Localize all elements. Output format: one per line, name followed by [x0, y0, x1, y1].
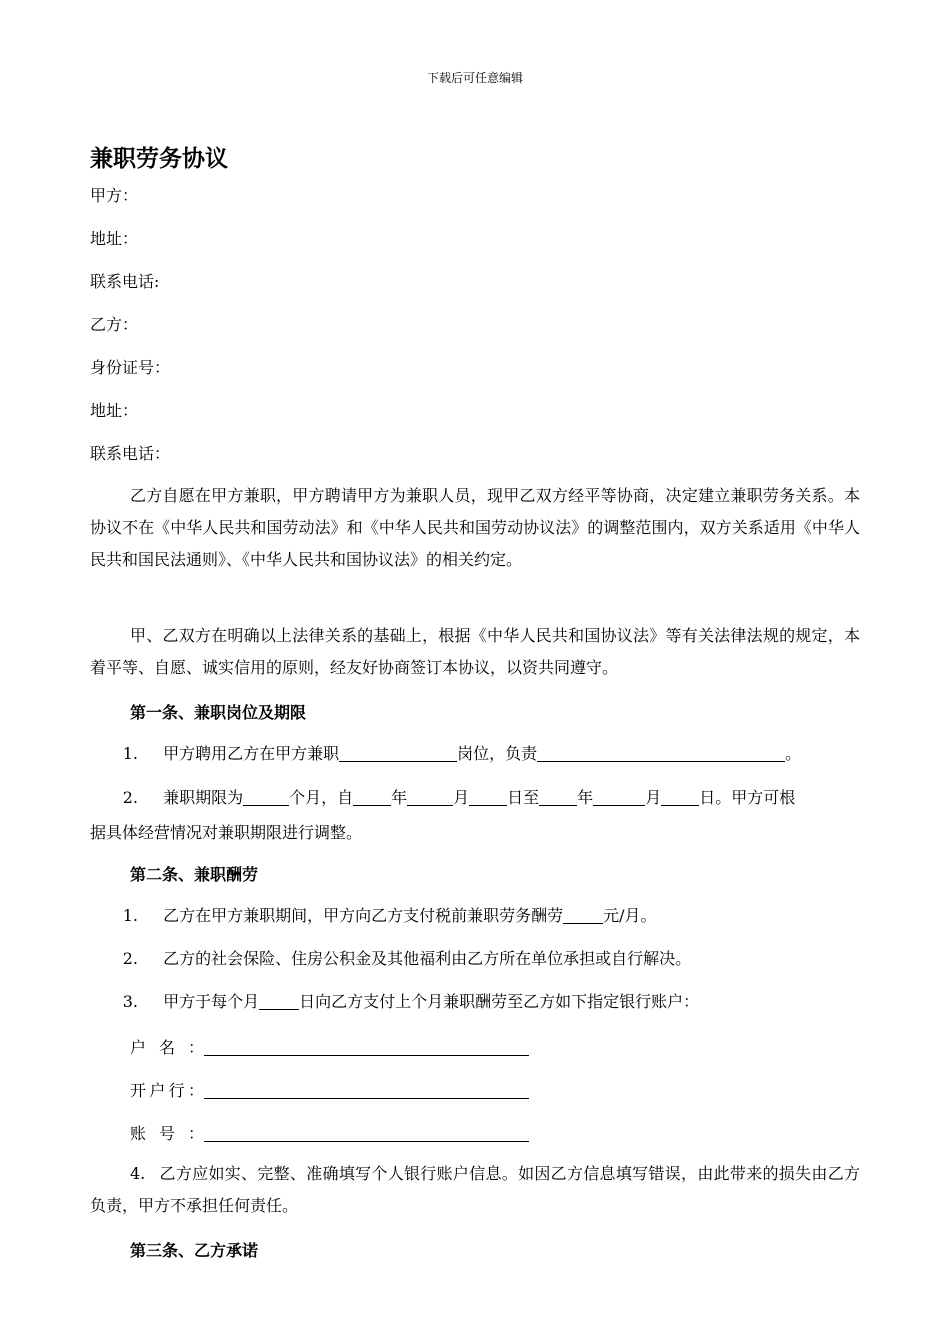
account-holder-label: 户名：	[130, 1038, 204, 1057]
blank-line	[537, 743, 785, 762]
item-text: 月	[645, 788, 662, 807]
party-a-label: 甲方：	[90, 186, 139, 205]
item-text: 。	[785, 744, 802, 763]
item-text: 元/月。	[603, 906, 657, 925]
intro-paragraph-1: 乙方自愿在甲方兼职，甲方聘请甲方为兼职人员，现甲乙双方经平等协商，决定建立兼职劳务关系。本协议不在《中华人民共和国劳动法》和《中华人民共和国劳动协议法》的调整范围内，双方关系适用《中华人民共和国民法通则》、《中华人民共和国协议法》的相关约定。	[90, 486, 860, 569]
blank-line	[407, 787, 453, 806]
party-a-address-label: 地址：	[90, 229, 139, 248]
blank-line	[593, 787, 645, 806]
item-text: 个月，自	[289, 788, 354, 807]
blank-line	[339, 743, 457, 762]
item-text: 年	[577, 788, 594, 807]
bank-name-blank	[204, 1080, 529, 1099]
account-holder-blank	[204, 1037, 529, 1056]
article-2-item-2	[90, 943, 860, 975]
item-text: 乙方的社会保险、住房公积金及其他福利由乙方所在单位承担或自行解决。	[163, 949, 692, 968]
item-text: 月	[453, 788, 470, 807]
item-text: 日向乙方支付上个月兼职酬劳至乙方如下指定银行账户：	[299, 992, 700, 1011]
article-2-item-4	[90, 1158, 860, 1222]
item-number: 2.	[122, 949, 138, 968]
article-2-item-3	[90, 986, 860, 1018]
blank-line	[353, 787, 391, 806]
item-text: 乙方应如实、完整、准确填写个人银行账户信息。如因乙方信息填写错误，由此带来的损失由乙方负责，甲方不承担任何责任。	[90, 1164, 860, 1215]
item-text: 兼职期限为	[163, 788, 244, 807]
item-text: 年	[391, 788, 408, 807]
account-number-label: 账号：	[130, 1124, 204, 1143]
account-number-blank	[204, 1123, 529, 1142]
party-b-phone-label: 联系电话：	[90, 444, 171, 463]
party-b-label: 乙方：	[90, 315, 139, 334]
blank-line	[243, 787, 289, 806]
blank-line	[539, 787, 577, 806]
party-b-address-label: 地址：	[90, 401, 139, 420]
item-text: 乙方在甲方兼职期间，甲方向乙方支付税前兼职劳务酬劳	[163, 906, 564, 925]
item-number: 3.	[122, 992, 138, 1011]
bank-name-row	[130, 1078, 529, 1101]
document-title: 兼职劳务协议	[90, 146, 228, 172]
item-text: 日至	[507, 788, 540, 807]
intro-paragraph-2: 甲、乙双方在明确以上法律关系的基础上，根据《中华人民共和国协议法》等有关法律法规的规定，本着平等、自愿、诚实信用的原则，经友好协商签订本协议，以资共同遵守。	[90, 626, 860, 677]
article-1-heading: 第一条、兼职岗位及期限	[130, 703, 307, 722]
article-1-item-2	[90, 782, 860, 814]
item-text: 甲方于每个月	[163, 992, 260, 1011]
article-2-heading: 第二条、兼职酬劳	[130, 865, 259, 884]
blank-line	[661, 787, 699, 806]
article-2-item-1	[90, 900, 860, 932]
article-3-heading: 第三条、乙方承诺	[130, 1241, 259, 1260]
item-number: 1.	[122, 744, 138, 763]
item-text: 岗位，负责	[457, 744, 538, 763]
account-holder-row	[130, 1035, 529, 1058]
item-number: 1.	[122, 906, 138, 925]
page-header: 下载后可任意编辑	[426, 71, 523, 85]
item-number: 2.	[122, 788, 138, 807]
article-1-item-2-continuation: 据具体经营情况对兼职期限进行调整。	[90, 823, 363, 842]
item-number: 4.	[130, 1164, 146, 1183]
item-text: 日。甲方可根	[699, 788, 796, 807]
article-1-item-1	[90, 738, 860, 770]
blank-line	[469, 787, 507, 806]
blank-line	[259, 991, 299, 1010]
bank-name-label: 开户行：	[130, 1081, 204, 1100]
blank-line	[563, 905, 603, 924]
party-a-phone-label: 联系电话:	[90, 272, 160, 291]
account-number-row	[130, 1121, 529, 1144]
party-b-id-label: 身份证号：	[90, 358, 171, 377]
item-text: 甲方聘用乙方在甲方兼职	[163, 744, 340, 763]
